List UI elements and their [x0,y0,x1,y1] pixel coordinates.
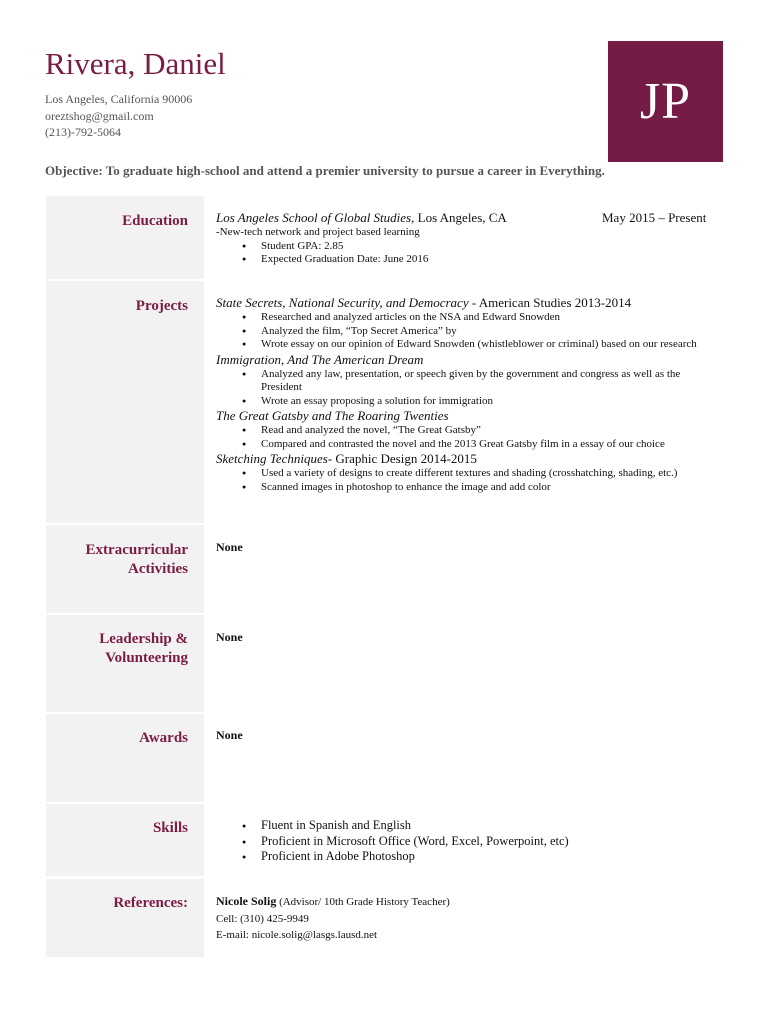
list-item: ● Wrote essay on our opinion of Edward Snowden (whistleblower or criminal) based on our research [216,338,726,352]
extracurricular-label [86,541,188,579]
label-line: Activities [128,561,188,577]
references-label-cell [46,879,204,957]
email: oreztshog@gmail.com [45,108,154,123]
list-item: ● Student GPA: 2.85 [216,240,726,254]
education-bullets [216,240,726,267]
list-item: ● Researched and analyzed articles on the NSA and Edward Snowden [216,311,726,325]
list-item: ● Read and analyzed the novel, “The Great Gatsby” [216,424,726,438]
education-desc: -New-tech network and project based learning [216,226,420,238]
candidate-name: Rivera, Daniel [45,46,226,81]
skills-label-cell [46,804,204,876]
extracurricular-label-cell [46,525,204,613]
education-dates: May 2015 – Present [602,210,707,225]
references-section [216,893,726,944]
list-item: ● Wrote an essay proposing a solution for immigration [216,395,726,409]
projects-label-cell [46,281,204,523]
label-line: Leadership & [99,631,188,647]
reference-name: Nicole Solig [216,894,277,908]
skills-section [216,818,726,865]
leadership-label [99,630,188,668]
education-label: Education [122,213,188,229]
label-line: Extracurricular [85,542,188,558]
objective: Objective: To graduate high-school and attend a premier university to pursue a career in Everything. [45,163,605,178]
project-suffix: - Graphic Design 2014-2015 [327,451,477,466]
project-suffix: - American Studies 2013-2014 [468,295,632,310]
extracurricular-value: None [216,540,243,554]
projects-label: Projects [135,298,188,314]
awards-label: Awards [139,730,188,746]
projects-section [216,295,726,494]
list-item: ● Proficient in Microsoft Office (Word, Excel, Powerpoint, etc) [216,834,726,850]
leadership-label-cell [46,615,204,712]
label-line: Volunteering [105,650,188,666]
address: Los Angeles, California 90006 [45,92,193,106]
list-item: ● Expected Graduation Date: June 2016 [216,253,726,267]
awards-value: None [216,728,243,742]
list-item: ● Analyzed the film, “Top Secret America” by [216,325,726,339]
leadership-value: None [216,630,243,644]
education-label-cell [46,196,204,279]
reference-role: (Advisor/ 10th Grade History Teacher) [276,896,450,908]
list-item: ● Compared and contrasted the novel and the 2013 Great Gatsby film in a essay of our choice [216,438,726,452]
skills-label: Skills [152,820,188,836]
monogram-badge: JP [608,41,723,162]
school-location: , Los Angeles, CA [411,210,507,225]
list-item: ● Fluent in Spanish and English [216,818,726,834]
school-name: Los Angeles School of Global Studies [216,210,412,225]
project-title: Sketching Techniques [216,451,328,466]
education-section [216,210,726,267]
list-item: ● Scanned images in photoshop to enhance the image and add color [216,481,726,495]
phone: (213)-792-5064 [45,125,121,139]
list-item: ● Proficient in Adobe Photoshop [216,849,726,865]
references-label: References: [113,895,188,911]
contact-info [45,91,192,141]
list-item: ● Analyzed any law, presentation, or speech given by the government and congress as well as the [216,368,726,382]
awards-label-cell [46,714,204,802]
list-item-continued: President [261,381,302,393]
project-title: State Secrets, National Security, and Democracy [216,295,469,310]
project-title: The Great Gatsby and The Roaring Twenties [216,408,449,423]
reference-email: E-mail: nicole.solig@lasgs.lausd.net [216,929,378,941]
project-title: Immigration, And The American Dream [216,351,424,367]
reference-cell: Cell: (310) 425-9949 [216,912,309,925]
list-item: ● Used a variety of designs to create different textures and shading (crosshatching, shading, etc.) [216,467,726,481]
